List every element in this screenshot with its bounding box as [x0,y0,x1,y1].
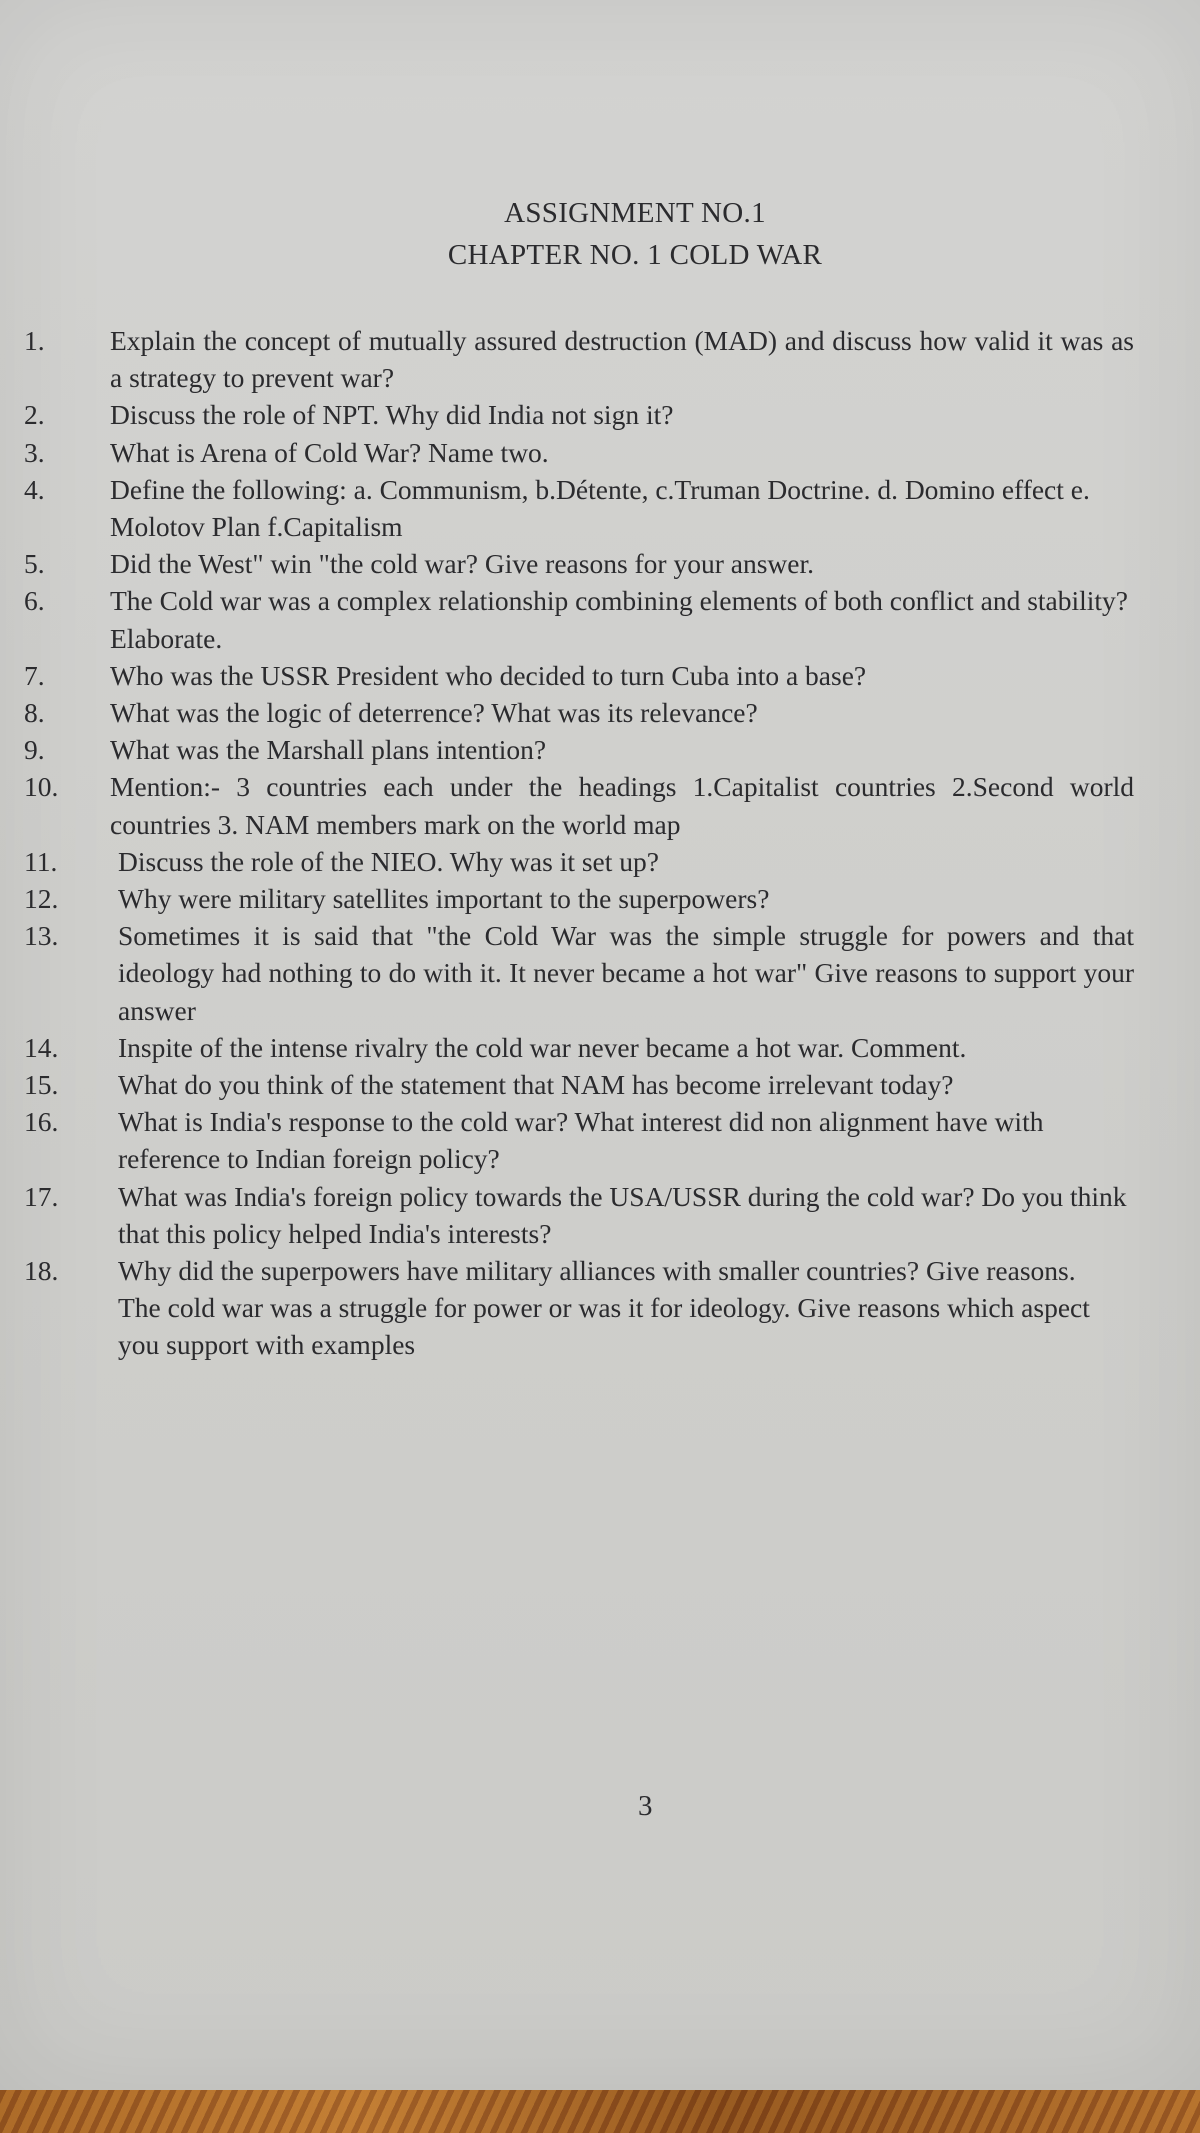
question-number: 8. [24,697,45,729]
question-text: Explain the concept of mutually assured destruction (MAD) and discuss how valid it was as a strategy to prevent war? [110,325,1134,394]
question-item [24,322,1134,396]
question-text: Who was the USSR President who decided to turn Cuba into a base? [110,659,867,691]
question-item [24,1252,1134,1289]
question-text: Mention:- 3 countries each under the headings 1.Capitalist countries 2.Second world countries 3. NAM members mark on the world map [110,771,1134,840]
question-item [24,880,1134,917]
question-number: 2. [24,399,45,431]
question-text: Why did the superpowers have military alliances with smaller countries? Give reasons. [118,1255,1076,1287]
question-item [24,1178,1134,1252]
question-number: 4. [24,473,45,505]
question-item [24,396,1134,433]
question-text: Define the following: a. Communism, b.Détente, c.Truman Doctrine. d. Domino effect e. Molotov Plan f.Capitalism [110,473,1090,543]
question-text: What was the logic of deterrence? What was its relevance? [110,697,758,729]
question-number: 6. [24,585,45,617]
assignment-title: ASSIGNMENT NO.1 [504,197,766,229]
question-text: Inspite of the intense rivalry the cold war never became a hot war. Comment. [118,1031,967,1063]
question-number: 10. [24,771,59,803]
question-item [24,843,1134,880]
question-number: 1. [24,325,45,356]
question-number: 5. [24,548,45,580]
question-text: What do you think of the statement that NAM has become irrelevant today? [118,1069,954,1101]
question-item [24,768,1134,842]
assignment-header [0,192,1200,276]
question-number: 9. [24,734,45,766]
page-number: 3 [638,1790,653,1822]
question-item [24,694,1134,731]
question-item [24,582,1134,656]
question-number: 17. [24,1180,59,1212]
question-number: 13. [24,920,59,952]
question-item [24,545,1134,582]
question-number: 12. [24,883,59,915]
question-number: 3. [24,436,45,468]
question-number: 18. [24,1255,59,1287]
background-fabric [0,2090,1200,2133]
question-item [24,1029,1134,1066]
question-text: Discuss the role of the NIEO. Why was it set up? [118,845,659,877]
question-number: 7. [24,659,45,691]
question-text: What is India's response to the cold war? What interest did non alignment have with reference to Indian foreign policy? [118,1106,1044,1175]
unnumbered-question: The cold war was a struggle for power or was it for ideology. Give reasons which aspect you support with examples [118,1292,1090,1361]
question-item [24,1103,1134,1177]
question-text: Discuss the role of NPT. Why did India not sign it? [110,399,674,431]
question-item [24,471,1134,545]
question-text: The Cold war was a complex relationship combining elements of both conflict and stability? Elaborate. [110,585,1129,654]
question-number: 16. [24,1106,59,1138]
question-number: 15. [24,1069,59,1101]
question-text: What was the Marshall plans intention? [110,734,547,766]
question-item [24,731,1134,768]
question-number: 14. [24,1031,59,1063]
question-text: Did the West" win "the cold war? Give reasons for your answer. [110,548,814,580]
question-text: Sometimes it is said that "the Cold War was the simple struggle for powers and that ideology had nothing to do with it. It never became a hot war" Give reasons to support your answer [118,920,1134,1026]
question-item [24,1066,1134,1103]
question-item [24,917,1134,1029]
question-item [24,434,1134,471]
chapter-title: CHAPTER NO. 1 COLD WAR [447,239,823,271]
question-text: What was India's foreign policy towards the USA/USSR during the cold war? Do you think that this policy helped India's interests? [118,1180,1127,1249]
question-number: 11. [24,845,58,877]
question-text: Why were military satellites important to the superpowers? [118,883,770,915]
question-text: What is Arena of Cold War? Name two. [110,436,549,468]
question-item [24,657,1134,694]
question-list [24,322,1134,1364]
